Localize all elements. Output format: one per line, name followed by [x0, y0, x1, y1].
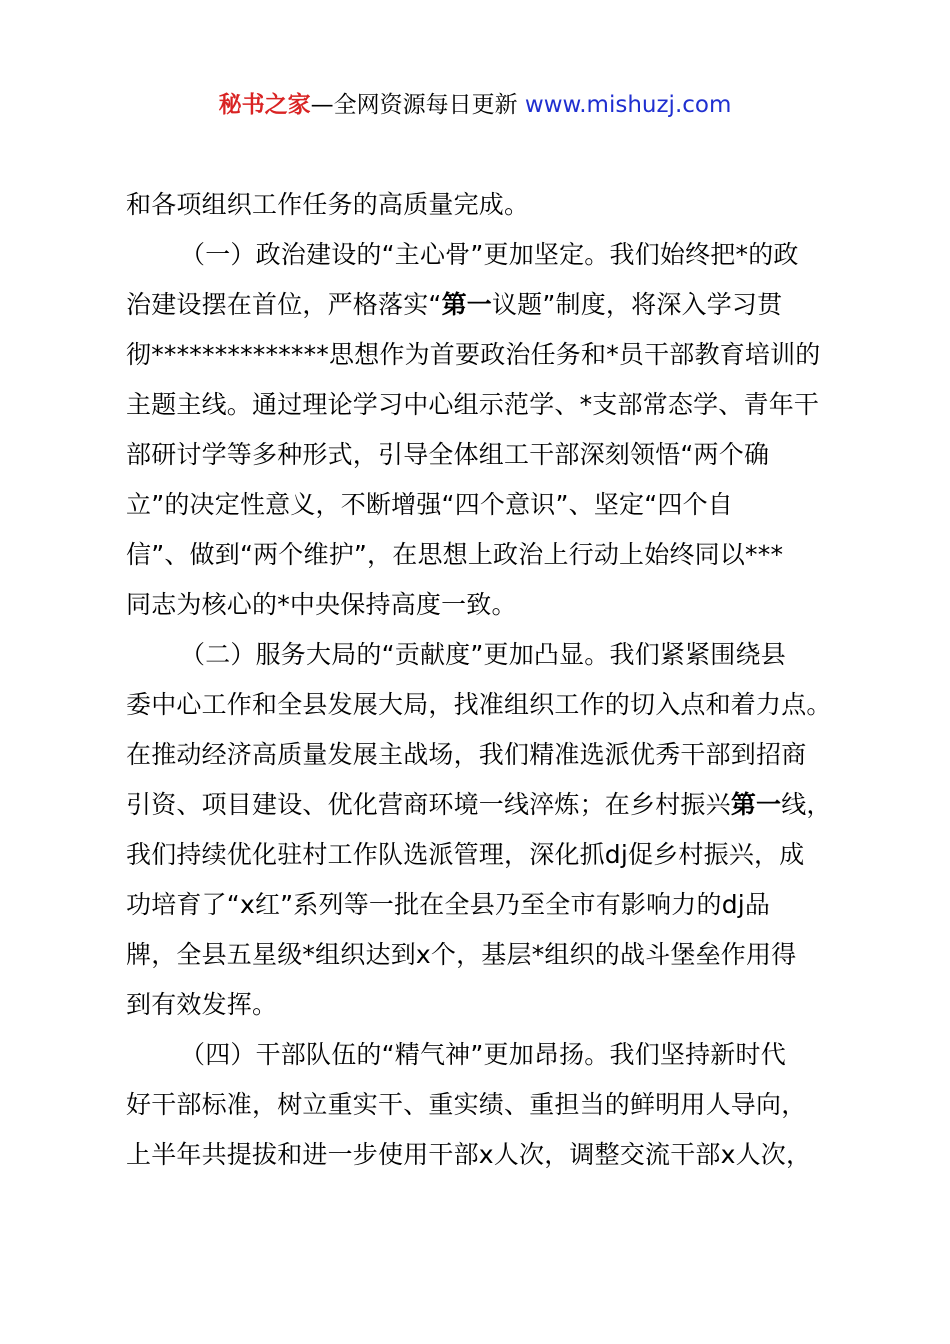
text-line: 部研讨学等多种形式，引导全体组工干部深刻领悟“两个确 [126, 440, 770, 469]
header-tagline: —全网资源每日更新 [310, 92, 525, 118]
text-line: 和各项组织工作任务的高质量完成。 [126, 190, 530, 219]
text-line: 彻**************思想作为首要政治任务和*员干部教育培训的 [126, 340, 821, 369]
text-line: 主题主线。通过理论学习中心组示范学、*支部常态学、青年干 [126, 390, 820, 419]
section-heading-line: （四）干部队伍的“精气神”更加昂扬。我们坚持新时代 [180, 1040, 786, 1069]
text-line: 委中心工作和全县发展大局，找准组织工作的切入点和着力点。 [126, 690, 832, 719]
section-heading-line: （二）服务大局的“贡献度”更加凸显。我们紧紧围绕县 [180, 640, 786, 669]
brand-name: 秘书之家 [218, 92, 311, 118]
text-line: 牌，全县五星级*组织达到x个，基层*组织的战斗堡垒作用得 [126, 940, 797, 969]
text-line: 信”、做到“两个维护”，在思想上政治上行动上始终同以*** [126, 540, 784, 569]
text-line: 在推动经济高质量发展主战场，我们精准选派优秀干部到招商 [126, 740, 807, 769]
text-line: 治建设摆在首位，严格落实“第一议题”制度，将深入学习贯 [126, 290, 783, 319]
text-line: 功培育了“x红”系列等一批在全县乃至全市有影响力的dj品 [126, 890, 771, 919]
text-line: 到有效发挥。 [126, 990, 278, 1019]
section-heading-line: （一）政治建设的“主心骨”更加坚定。我们始终把*的政 [180, 240, 799, 269]
page-header [0, 88, 950, 122]
text-line: 引资、项目建设、优化营商环境一线淬炼；在乡村振兴第一线， [126, 790, 832, 819]
text-line: 我们持续优化驻村工作队选派管理，深化抓dj促乡村振兴，成 [126, 840, 805, 869]
text-line: 上半年共提拔和进一步使用干部x人次，调整交流干部x人次， [126, 1140, 812, 1169]
text-line: 同志为核心的*中央保持高度一致。 [126, 590, 517, 619]
site-url-link[interactable]: www.mishuzj.com [524, 92, 732, 118]
text-line: 好干部标准，树立重实干、重实绩、重担当的鲜明用人导向， [126, 1090, 807, 1119]
text-line: 立”的决定性意义，不断增强“四个意识”、坚定“四个自 [126, 490, 734, 519]
